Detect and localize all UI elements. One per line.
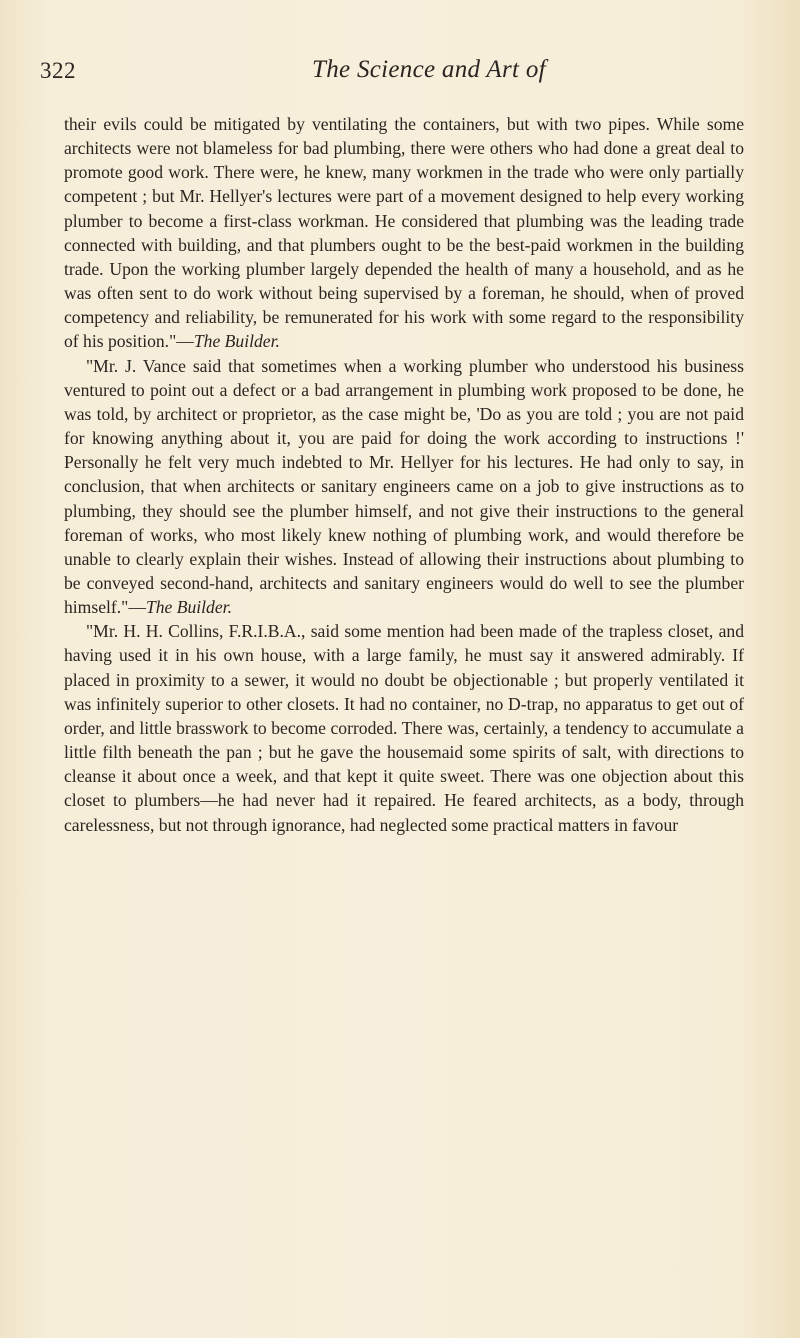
paragraph-hellyer-lectures	[64, 112, 744, 354]
paragraph-vance	[64, 354, 744, 620]
paragraph-text: "Mr. J. Vance said that sometimes when a working plumber who understood his business ventured to point out a defect or a bad arrangement in plumbing work proposed to be done, he was told, by architect or proprietor, as the case might be, 'Do as you are told ; you are not paid for knowing anything about it, you are paid for doing the work according to instructions !' Personally he felt very much indebted to Mr. Hellyer for his lectures. He had only to say, in conclusion, that when architects or sanitary engineers came on a job to give instructions as to plumbing, they should see the plumber himself, and not give their instructions to the general foreman of works, who most likely knew nothing of plumbing work, and would therefore be unable to clearly explain their wishes. Instead of allowing their instructions about plumbing to be conveyed second-hand, architects and sanitary engineers would do well to see the plumber himself."—	[64, 355, 744, 618]
attribution: The Builder.	[145, 597, 232, 618]
page-number: 322	[40, 58, 76, 83]
body-text	[64, 112, 744, 837]
running-head	[40, 52, 760, 92]
attribution: The Builder.	[193, 331, 280, 352]
paragraph-text: "Mr. H. H. Collins, F.R.I.B.A., said some mention had been made of the trapless closet, and having used it in his own house, with a large family, he must say it answered admirably. If placed in proximity to a sewer, it would no doubt be objectionable ; but properly ventilated it was infinitely superior to other closets. It had no container, no D-trap, no apparatus to get out of order, and little brasswork to become corroded. There was, certainly, a tendency to accumulate a little filth beneath the pan ; but he gave the housemaid some spirits of salt, with directions to cleanse it about once a week, and that kept it quite sweet. There was one objection about this closet to plumbers—he had never had it repaired. He feared architects, as a body, through carelessness, but not through ignorance, had neglected some practical matters in favour	[64, 621, 744, 835]
running-title: The Science and Art of	[312, 56, 546, 83]
paragraph-text: their evils could be mitigated by ventilating the containers, but with two pipes. While some architects were not blameless for bad plumbing, there were others who had done a great deal to promote good work. There were, he knew, many workmen in the trade who were only partially competent ; but Mr. Hellyer's lectures were part of a movement designed to help every working plumber to become a first-class workman. He considered that plumbing was the leading trade connected with building, and that plumbers ought to be the best-paid workmen in the building trade. Upon the working plumber largely depended the health of many a household, and as he was often sent to do work without being supervised by a foreman, he should, when of proved competency and reliability, be remunerated for his work with some regard to the responsibility of his position."—	[64, 114, 744, 352]
paragraph-collins	[64, 619, 744, 836]
